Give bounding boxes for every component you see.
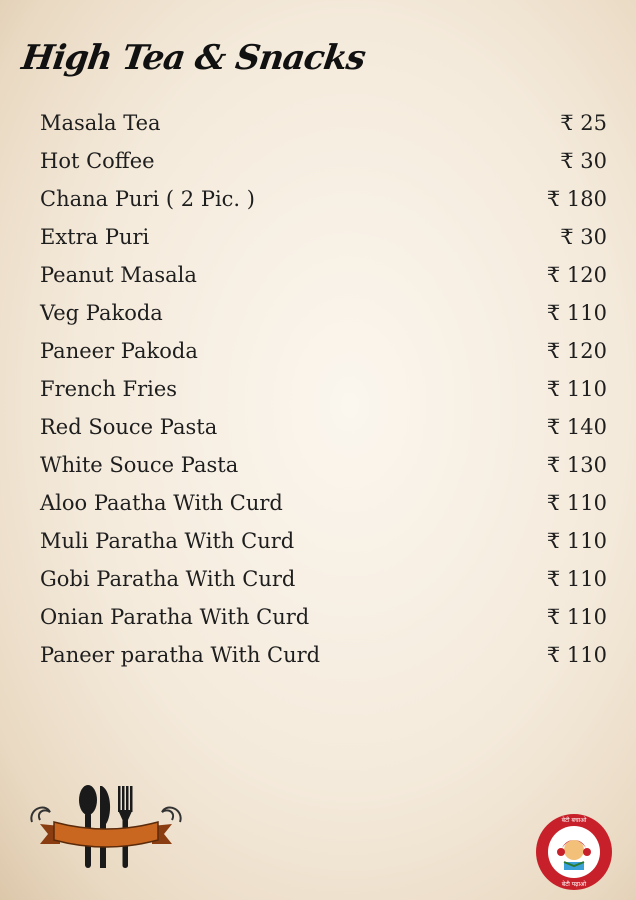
item-name: Masala Tea <box>40 111 161 135</box>
logo-top-text: बेटी बचाओ <box>561 817 587 824</box>
item-price: ₹ 110 <box>546 605 607 629</box>
menu-row <box>40 370 607 408</box>
menu-row <box>40 408 607 446</box>
item-name: Muli Paratha With Curd <box>40 529 295 553</box>
item-price: ₹ 140 <box>546 415 607 439</box>
item-name: Gobi Paratha With Curd <box>40 567 296 591</box>
menu-row <box>40 636 607 674</box>
menu-row <box>40 180 607 218</box>
item-name: Onian Paratha With Curd <box>40 605 310 629</box>
item-price: ₹ 25 <box>560 111 607 135</box>
item-name: Aloo Paatha With Curd <box>40 491 283 515</box>
menu-row <box>40 256 607 294</box>
menu-row <box>40 332 607 370</box>
item-price: ₹ 110 <box>546 377 607 401</box>
item-price: ₹ 110 <box>546 529 607 553</box>
item-price: ₹ 30 <box>560 149 607 173</box>
item-price: ₹ 110 <box>546 301 607 325</box>
item-price: ₹ 120 <box>546 339 607 363</box>
item-price: ₹ 110 <box>546 643 607 667</box>
item-name: Peanut Masala <box>40 263 197 287</box>
item-name: Paneer Pakoda <box>40 339 198 363</box>
menu-row <box>40 522 607 560</box>
menu-row <box>40 294 607 332</box>
menu-list <box>40 104 607 674</box>
menu-row <box>40 142 607 180</box>
logo-bottom-text: बेटी पढ़ाओ <box>561 881 587 888</box>
item-name: Red Souce Pasta <box>40 415 218 439</box>
item-price: ₹ 130 <box>546 453 607 477</box>
item-price: ₹ 110 <box>546 567 607 591</box>
item-price: ₹ 120 <box>546 263 607 287</box>
item-name: Veg Pakoda <box>40 301 163 325</box>
item-name: Paneer paratha With Curd <box>40 643 321 667</box>
menu-row <box>40 218 607 256</box>
item-price: ₹ 110 <box>546 491 607 515</box>
item-name: Chana Puri ( 2 Pic. ) <box>40 187 255 211</box>
item-name: Hot Coffee <box>40 149 155 173</box>
menu-row <box>40 598 607 636</box>
cutlery-icon <box>26 782 186 874</box>
menu-row <box>40 446 607 484</box>
beti-bachao-logo <box>534 812 614 896</box>
item-name: Extra Puri <box>40 225 150 249</box>
menu-row <box>40 104 607 142</box>
item-name: White Souce Pasta <box>40 453 239 477</box>
item-name: French Fries <box>40 377 178 401</box>
menu-row <box>40 484 607 522</box>
menu-title: High Tea & Snacks <box>19 38 368 78</box>
item-price: ₹ 180 <box>546 187 607 211</box>
menu-row <box>40 560 607 598</box>
item-price: ₹ 30 <box>560 225 607 249</box>
